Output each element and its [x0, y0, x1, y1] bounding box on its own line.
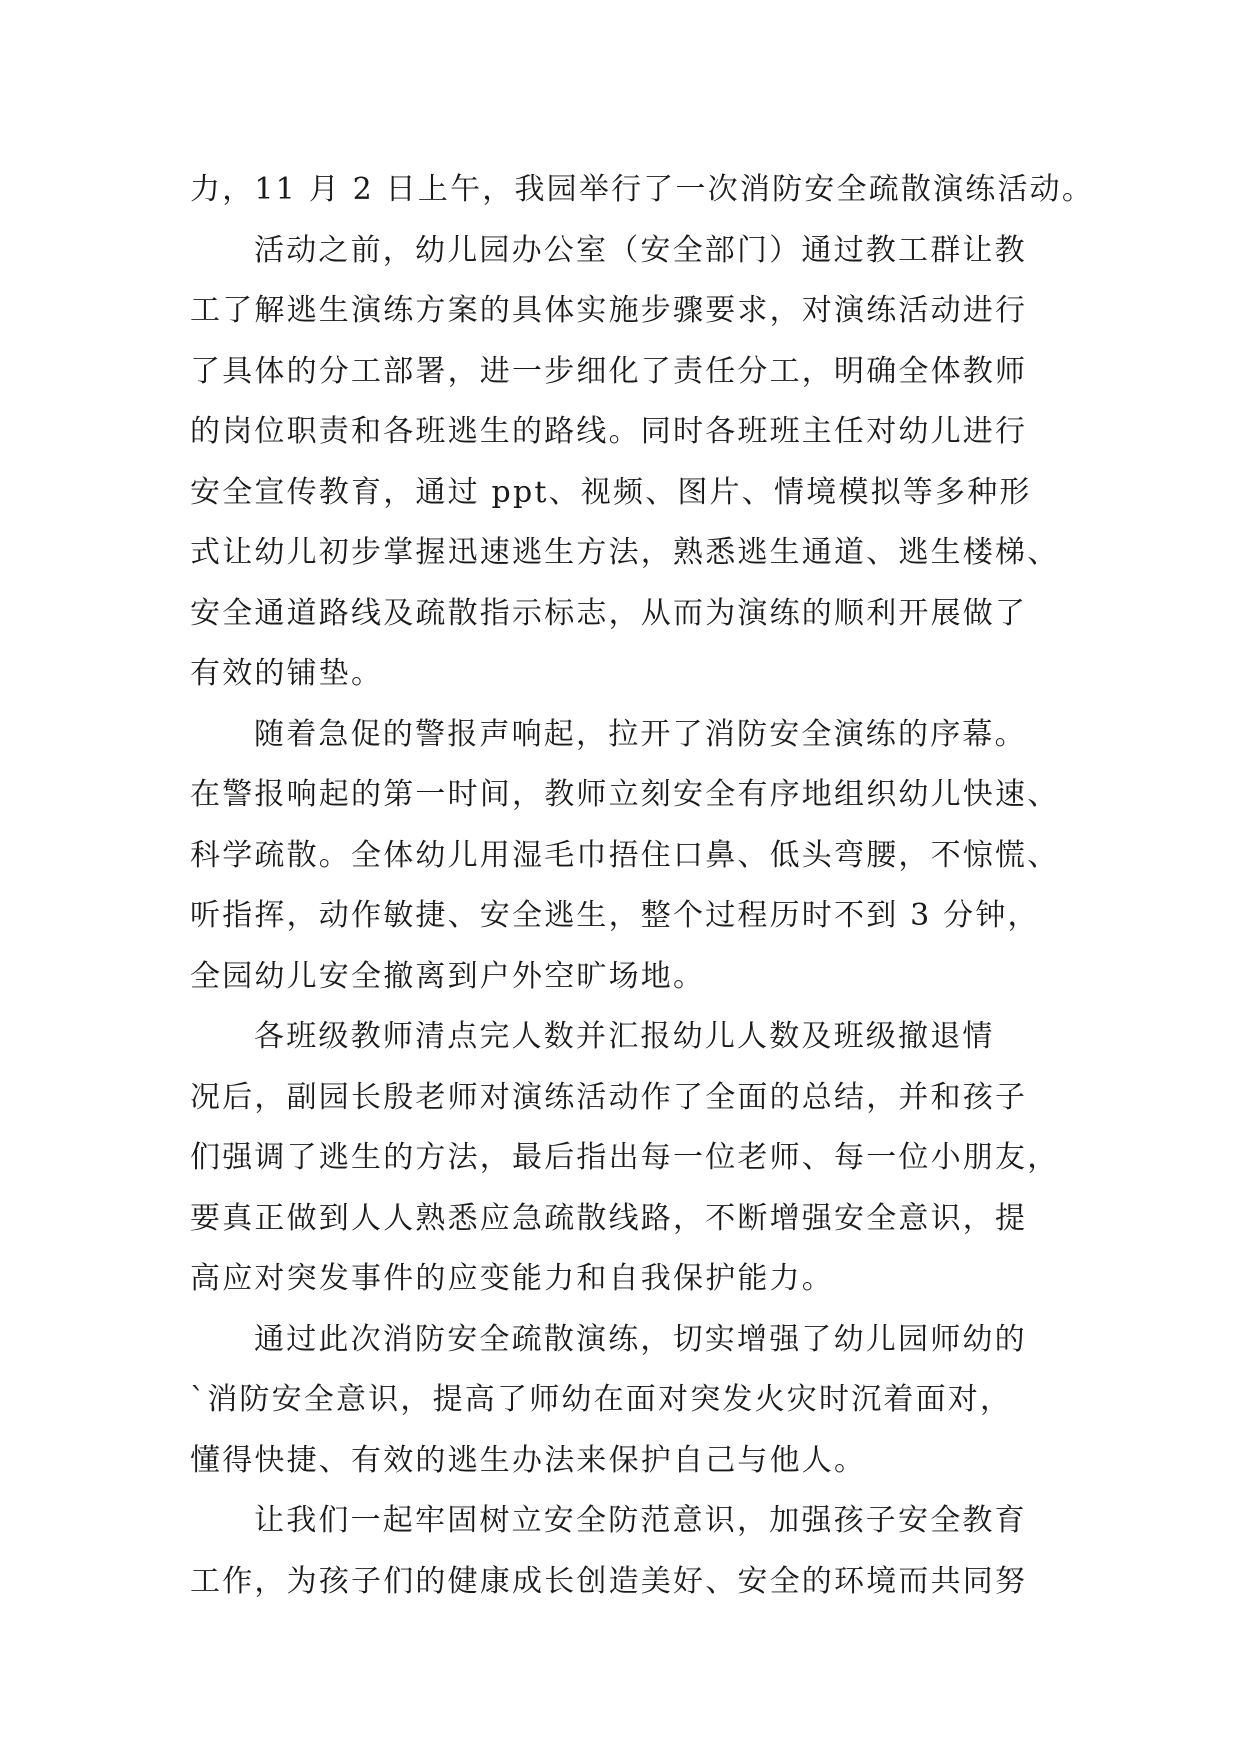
- text-line: 高应对突发事件的应变能力和自我保护能力。: [190, 1261, 834, 1296]
- text-line: 安全宣传教育，通过 ppt、视频、图片、情境模拟等多种形: [190, 474, 1032, 510]
- text-line: 通过此次消防安全疏散演练，切实增强了幼儿园师幼的: [254, 1321, 1027, 1357]
- text-line: 况后，副园长殷老师对演练活动作了全面的总结，并和孩子: [190, 1079, 1028, 1115]
- text-line: 力，11 月 2 日上午，我园举行了一次消防安全疏散演练活动。: [190, 172, 1095, 207]
- text-line: 让我们一起牢固树立安全防范意识，加强孩子安全教育: [254, 1503, 1027, 1538]
- text-line: 们强调了逃生的方法，最后指出每一位老师、每一位小朋友，: [190, 1140, 1060, 1175]
- text-line: 式让幼儿初步掌握迅速逃生方法，熟悉逃生通道、逃生楼梯、: [190, 535, 1060, 570]
- text-line: `消防安全意识，提高了师幼在面对突发火灾时沉着面对，: [190, 1382, 1013, 1417]
- text-line: 有效的铺垫。: [190, 656, 384, 691]
- text-line: 活动之前，幼儿园办公室（安全部门）通过教工群让教: [254, 232, 1027, 268]
- text-line: 懂得快捷、有效的逃生办法来保护自己与他人。: [190, 1442, 867, 1478]
- text-line: 各班级教师清点完人数并汇报幼儿人数及班级撤退情: [254, 1019, 995, 1054]
- text-line: 工作，为孩子们的健康成长创造美好、安全的环境而共同努: [190, 1563, 1028, 1599]
- text-line: 的岗位职责和各班逃生的路线。同时各班班主任对幼儿进行: [190, 414, 1028, 449]
- body-text: [190, 160, 1095, 1612]
- text-line: 全园幼儿安全撤离到户外空旷场地。: [190, 958, 706, 994]
- text-line: 安全通道路线及疏散指示标志，从而为演练的顺利开展做了: [190, 595, 1028, 631]
- text-line: 科学疏散。全体幼儿用湿毛巾捂住口鼻、低头弯腰，不惊慌、: [190, 837, 1060, 873]
- text-line: 要真正做到人人熟悉应急疏散线路，不断增强安全意识，提: [190, 1200, 1028, 1236]
- text-line: 了具体的分工部署，进一步细化了责任分工，明确全体教师: [190, 353, 1028, 389]
- text-line: 听指挥，动作敏捷、安全逃生，整个过程历时不到 3 分钟，: [190, 898, 1040, 933]
- text-line: 工了解逃生演练方案的具体实施步骤要求，对演练活动进行: [190, 293, 1028, 328]
- text-line: 在警报响起的第一时间，教师立刻安全有序地组织幼儿快速、: [190, 777, 1060, 812]
- text-line: 随着急促的警报声响起，拉开了消防安全演练的序幕。: [254, 716, 1027, 752]
